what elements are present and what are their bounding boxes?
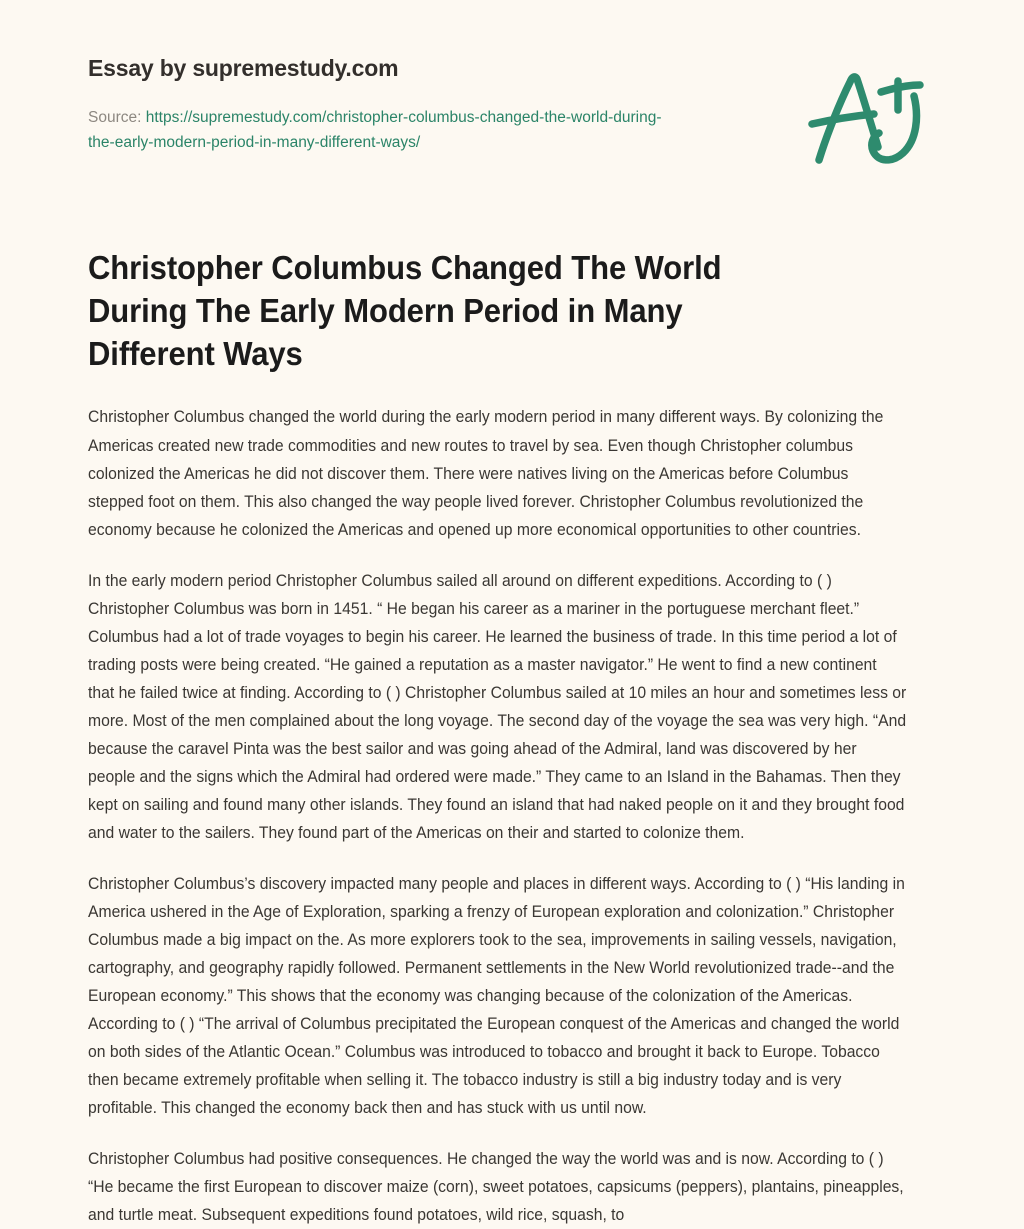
paragraph: Christopher Columbus’s discovery impacted many people and places in different ways. According to ( ) “His landing in America ushered in the Age of Exploration, sparking a frenzy of European exploration and colonization.” Christopher Columbus made a big impact on the. As more explorers took to the sea, improvements in sailing vessels, navigation, cartography, and geography rapidly followed. Permanent settlements in the New World revolutionized trade--and the European economy.” This shows that the economy was changing because of the colonization of the Americas. According to ( ) “The arrival of Columbus precipitated the European conquest of the Americas and changed the world on both sides of the Atlantic Ocean.” Columbus was introduced to tobacco and brought it back to Europe. Tobacco then became extremely profitable when selling it. The tobacco industry is still a big industry today and is very profitable. This changed the economy back then and has stuck with us until now. xyxy=(88,874,905,1117)
source-url-link[interactable]: https://supremestudy.com/christopher-columbus-changed-the-world-during-the-early-modern-period-in-many-different-ways/ xyxy=(88,108,662,151)
essay-body xyxy=(88,375,936,1228)
source-line xyxy=(88,105,688,155)
brand-byline: Essay by supremestudy.com xyxy=(88,55,399,81)
source-label: Source: xyxy=(88,108,142,126)
paragraph: In the early modern period Christopher Columbus sailed all around on different expeditions. According to ( ) Christopher Columbus was born in 1451. “ He began his career as a mariner in the portuguese merchant fleet.” Columbus had a lot of trade voyages to begin his career. He learned the business of trade. In this time period a lot of trading posts were being created. “He gained a reputation as a master navigator.” He went to find a new continent that he failed twice at finding. According to ( ) Christopher Columbus sailed at 10 miles an hour and sometimes less or more. Most of the men complained about the long voyage. The second day of the voyage the sea was very high. “And because the caravel Pinta was the best sailor and was going ahead of the Admiral, land was discovered by her people and the signs which the Admiral had ordered were made.” They came to an Island in the Bahamas. Then they kept on sailing and found many other islands. They found an island that had naked people on it and they brought food and water to the sailers. They found part of the Americas on their and started to colonize them. xyxy=(88,571,907,842)
page-title: Christopher Columbus Changed The World During The Early Modern Period in Many Different Ways xyxy=(88,248,722,372)
paragraph: Christopher Columbus changed the world during the early modern period in many different ways. By colonizing the Americas created new trade commodities and new routes to travel by sea. Even though Christopher columbus colonized the Americas he did not discover them. There were natives living on the Americas before Columbus stepped foot on them. This also changed the way people lived forever. Christopher Columbus revolutionized the economy because he colonized the Americas and opened up more economical opportunities to other countries. xyxy=(88,408,884,539)
paragraph: Christopher Columbus had positive consequences. He changed the way the world was and is now. According to ( ) “He became the first European to discover maize (corn), sweet potatoes, capsicums (peppers), plantains, pineapples, and turtle meat. Subsequent expeditions found potatoes, wild rice, squash, to xyxy=(88,1149,904,1224)
page-header xyxy=(88,0,936,155)
